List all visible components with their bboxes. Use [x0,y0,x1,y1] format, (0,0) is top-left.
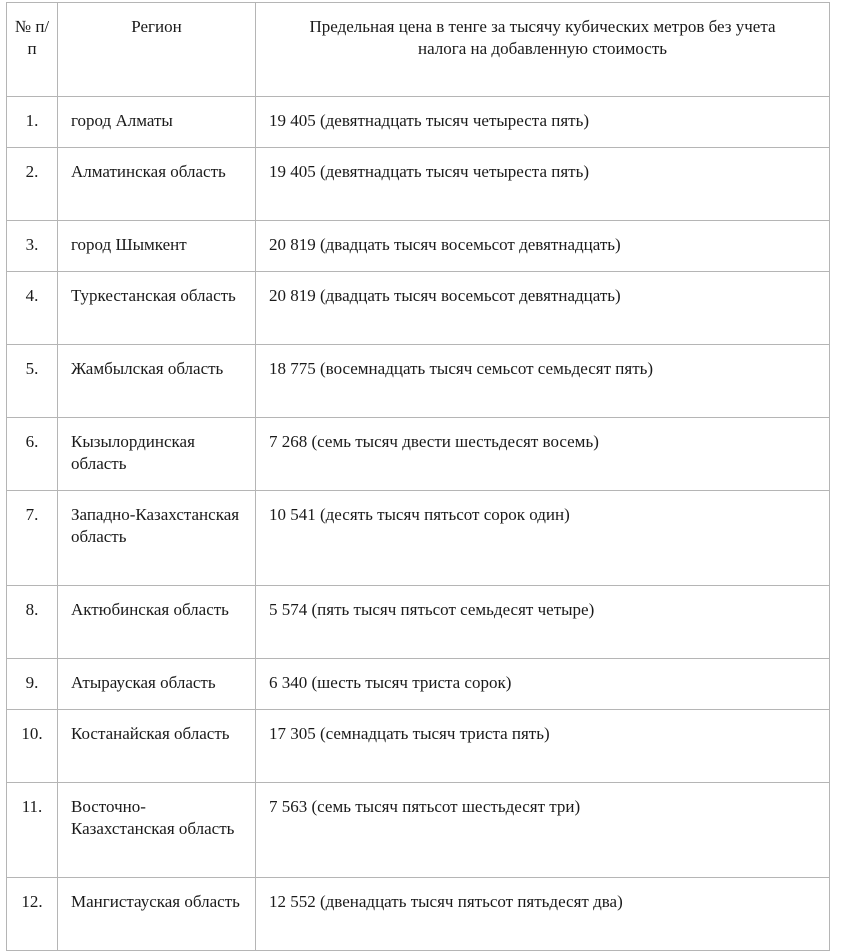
row-region: Жамбылская область [58,345,256,418]
row-number: 4. [7,272,58,345]
row-number: 11. [7,783,58,878]
table-row [7,491,830,586]
row-region: Атырауская область [58,659,256,710]
row-price: 6 340 (шесть тысяч триста сорок) [256,659,830,710]
table-header-row [7,3,830,97]
table-row [7,659,830,710]
table-row [7,97,830,148]
row-number: 10. [7,710,58,783]
table-row [7,272,830,345]
row-number: 3. [7,221,58,272]
row-number: 5. [7,345,58,418]
table-row [7,148,830,221]
table-row [7,221,830,272]
table-row [7,345,830,418]
row-region: Актюбинская область [58,586,256,659]
row-price: 17 305 (семнадцать тысяч триста пять) [256,710,830,783]
row-number: 2. [7,148,58,221]
row-number: 8. [7,586,58,659]
row-price: 5 574 (пять тысяч пятьсот семьдесят четыре) [256,586,830,659]
row-region: Мангистауская область [58,878,256,951]
table-row [7,710,830,783]
table-row [7,418,830,491]
row-number: 1. [7,97,58,148]
table-row [7,783,830,878]
row-price: 19 405 (девятнадцать тысяч четыреста пять) [256,97,830,148]
row-number: 7. [7,491,58,586]
row-number: 6. [7,418,58,491]
row-price: 12 552 (двенадцать тысяч пятьсот пятьдесят два) [256,878,830,951]
row-region: Туркестанская область [58,272,256,345]
header-price: Предельная цена в тенге за тысячу кубических метров без учета налога на добавленную стоимость [256,3,830,97]
row-price: 20 819 (двадцать тысяч восемьсот девятнадцать) [256,272,830,345]
row-region: Западно-Казахстанская область [58,491,256,586]
row-region: Костанайская область [58,710,256,783]
row-number: 12. [7,878,58,951]
row-region: город Шымкент [58,221,256,272]
row-price: 7 268 (семь тысяч двести шестьдесят восемь) [256,418,830,491]
row-region: Восточно-Казахстанская область [58,783,256,878]
gas-price-table [6,2,830,951]
row-price: 20 819 (двадцать тысяч восемьсот девятнадцать) [256,221,830,272]
row-region: Алматинская область [58,148,256,221]
row-number: 9. [7,659,58,710]
row-price: 10 541 (десять тысяч пятьсот сорок один) [256,491,830,586]
header-number: № п/п [7,3,58,97]
row-price: 7 563 (семь тысяч пятьсот шестьдесят три) [256,783,830,878]
row-region: город Алматы [58,97,256,148]
table-row [7,586,830,659]
header-region: Регион [58,3,256,97]
row-region: Кызылординская область [58,418,256,491]
row-price: 19 405 (девятнадцать тысяч четыреста пять) [256,148,830,221]
row-price: 18 775 (восемнадцать тысяч семьсот семьдесят пять) [256,345,830,418]
